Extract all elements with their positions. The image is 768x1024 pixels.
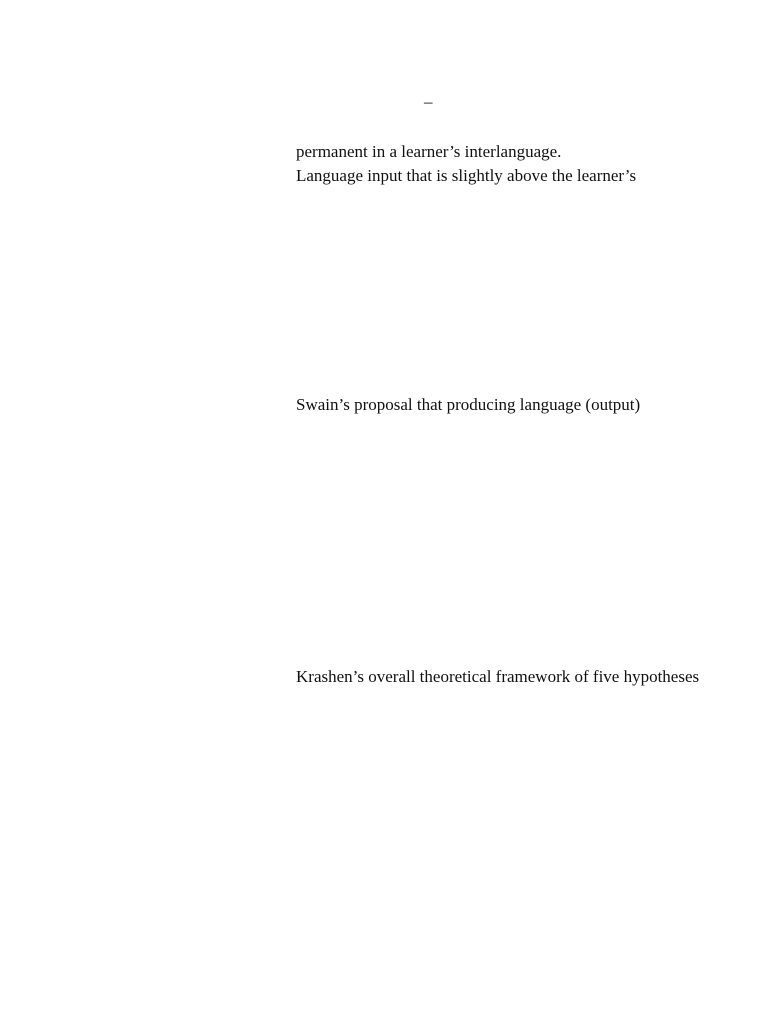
text-line-swain-proposal: Swain’s proposal that producing language (output): [296, 395, 641, 414]
header-dash: –: [424, 92, 433, 111]
text-line-interlanguage: permanent in a learner’s interlanguage.: [296, 142, 562, 161]
text-line-language-input: Language input that is slightly above the learner’s: [296, 166, 637, 185]
text-line-krashen-framework: Krashen’s overall theoretical framework of five hypotheses: [296, 667, 700, 686]
